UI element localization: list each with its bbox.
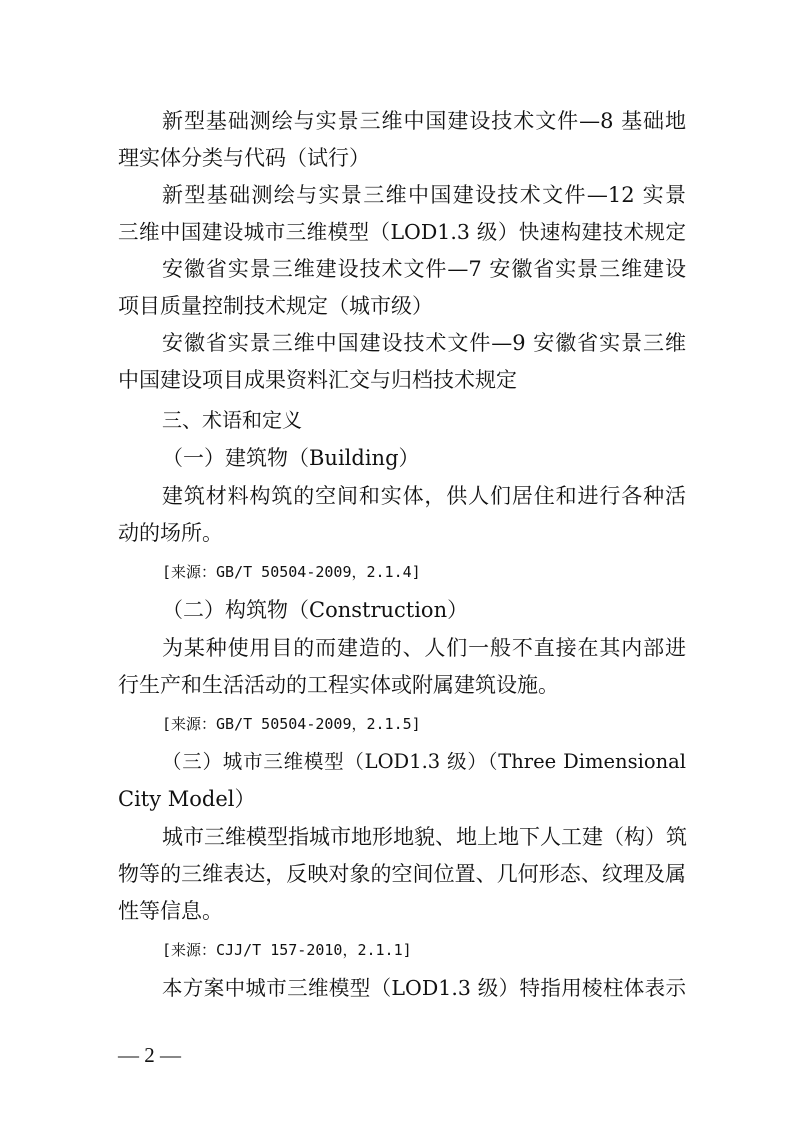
page-number: — 2 — <box>118 1043 181 1067</box>
source-citation: [来源：GB/T 50504-2009，2.1.5] <box>162 715 421 733</box>
body-text-line: 物等的三维表达，反映对象的空间位置、几何形态、纹理及属 <box>118 862 686 886</box>
subsection-heading: City Model） <box>118 787 256 811</box>
body-text-line: 动的场所。 <box>118 521 223 545</box>
subsection-heading: （一）建筑物（Building） <box>162 446 420 470</box>
body-text-line: 建筑材料构筑的空间和实体，供人们居住和进行各种活 <box>162 484 686 508</box>
reference-line: 安徽省实景三维中国建设技术文件—9 安徽省实景三维 <box>162 331 686 355</box>
source-citation: [来源：CJJ/T 157-2010，2.1.1] <box>162 941 412 959</box>
reference-line: 项目质量控制技术规定（城市级） <box>118 294 433 318</box>
body-text-line: 性等信息。 <box>118 899 223 923</box>
source-citation: [来源：GB/T 50504-2009，2.1.4] <box>162 563 421 581</box>
reference-line: 新型基础测绘与实景三维中国建设技术文件—8 基础地 <box>162 109 686 133</box>
reference-line: 中国建设项目成果资料汇交与归档技术规定 <box>118 368 517 392</box>
reference-line: 理实体分类与代码（试行） <box>118 146 370 170</box>
reference-line: 安徽省实景三维建设技术文件—7 安徽省实景三维建设 <box>162 257 686 281</box>
body-text-line: 为某种使用目的而建造的、人们一般不直接在其内部进 <box>162 636 686 660</box>
body-text-line: 行生产和生活活动的工程实体或附属建筑设施。 <box>118 673 559 697</box>
section-heading: 三、术语和定义 <box>162 408 302 432</box>
body-text-line: 本方案中城市三维模型（LOD1.3 级）特指用棱柱体表示 <box>162 976 686 1000</box>
subsection-heading: （三）城市三维模型（LOD1.3 级）（Three Dimensional <box>162 750 686 773</box>
reference-line: 三维中国建设城市三维模型（LOD1.3 级）快速构建技术规定 <box>118 220 686 244</box>
body-text-line: 城市三维模型指城市地形地貌、地上地下人工建（构）筑 <box>162 825 687 849</box>
reference-line: 新型基础测绘与实景三维中国建设技术文件—12 实景 <box>162 183 686 207</box>
subsection-heading: （二）构筑物（Construction） <box>162 598 469 622</box>
